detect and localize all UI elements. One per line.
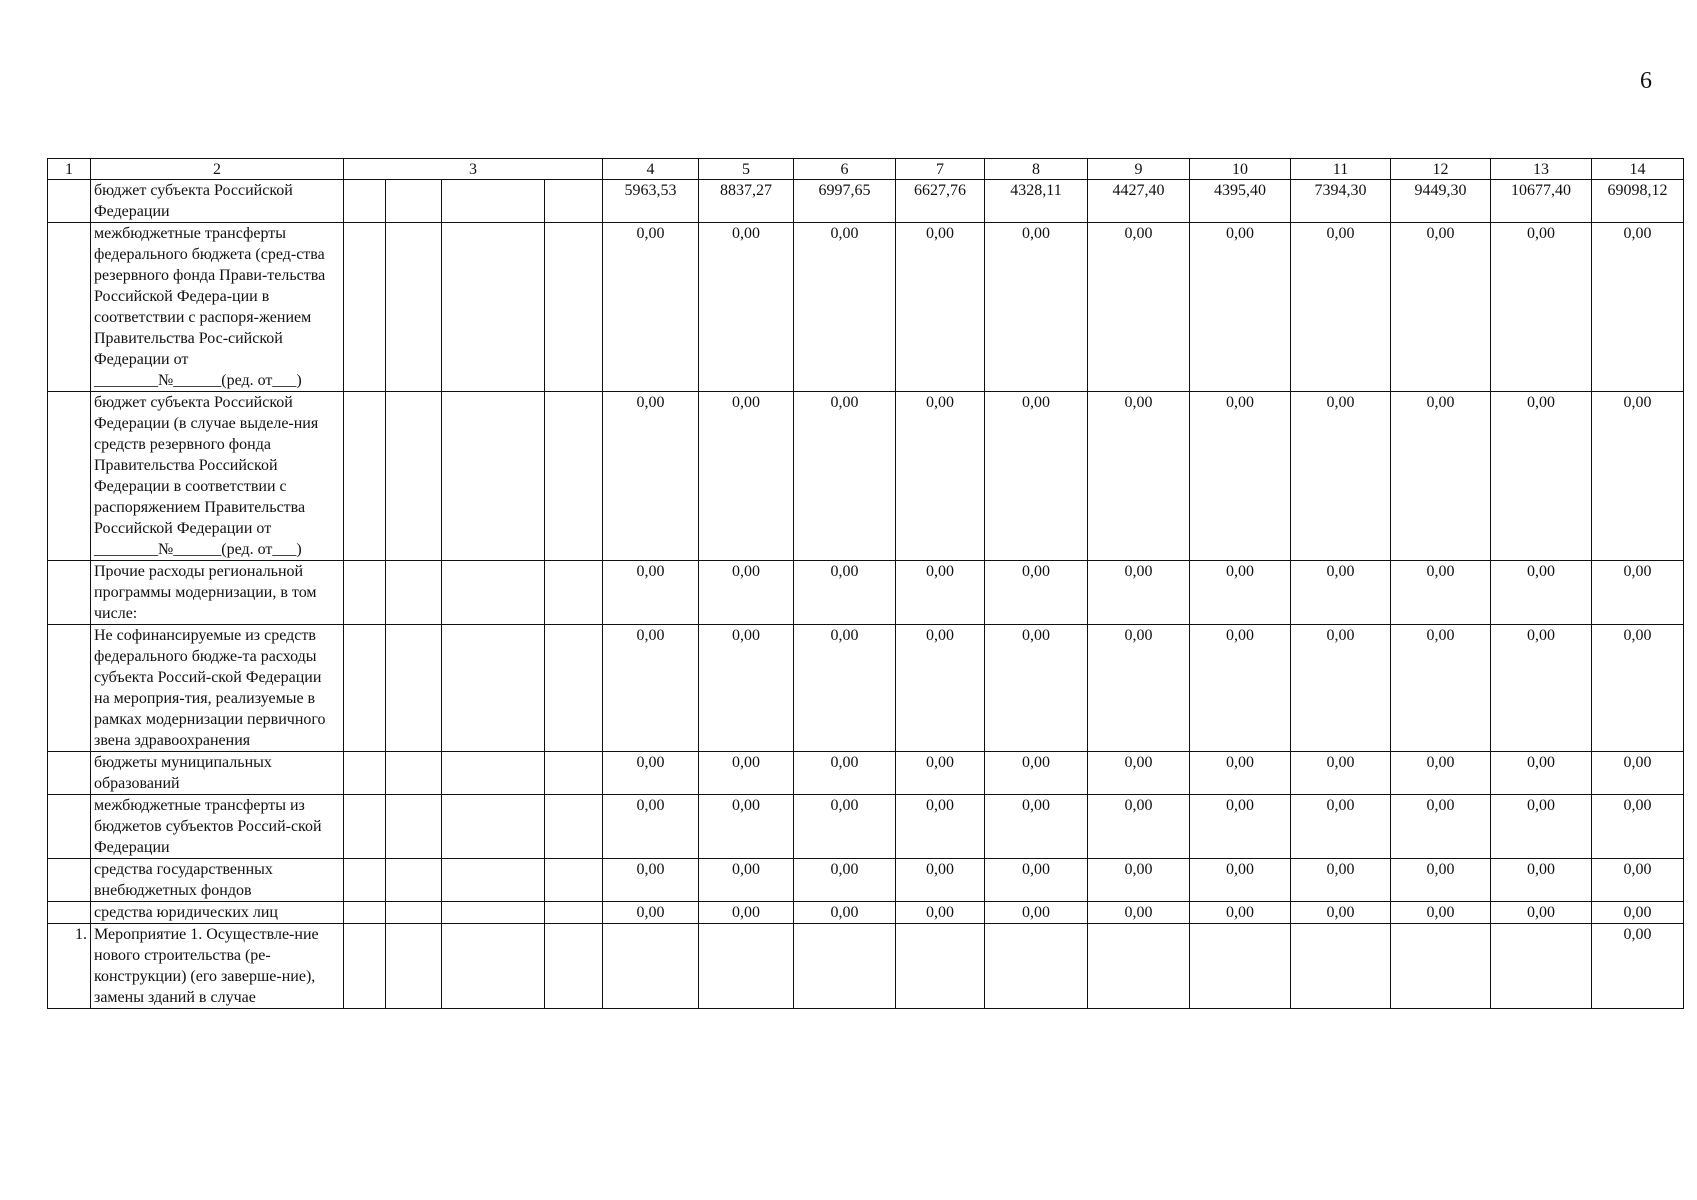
col3-subcell xyxy=(545,752,603,795)
row-index xyxy=(48,223,91,392)
col3-subcell xyxy=(344,180,386,223)
value-cell: 0,00 xyxy=(1291,902,1391,924)
row-index: 1. xyxy=(48,924,91,1009)
col3-subcell xyxy=(386,561,442,625)
value-cell: 5963,53 xyxy=(603,180,699,223)
table-row xyxy=(48,795,1684,859)
value-cell: 0,00 xyxy=(699,223,794,392)
col3-subcell xyxy=(344,392,386,561)
col3-subcell xyxy=(545,223,603,392)
col3-subcell xyxy=(545,625,603,752)
value-cell: 0,00 xyxy=(1391,795,1491,859)
value-cell: 0,00 xyxy=(1391,392,1491,561)
value-cell: 6627,76 xyxy=(896,180,985,223)
col3-subcell xyxy=(442,392,545,561)
value-cell: 0,00 xyxy=(1291,752,1391,795)
table-row xyxy=(48,392,1684,561)
col3-subcell xyxy=(545,561,603,625)
col3-subcell xyxy=(386,392,442,561)
col3-subcell xyxy=(344,561,386,625)
value-cell xyxy=(794,924,896,1009)
row-description: средства юридических лиц xyxy=(91,902,344,924)
row-description: бюджет субъекта Российской Федерации xyxy=(91,180,344,223)
value-cell: 0,00 xyxy=(985,795,1088,859)
value-cell: 9449,30 xyxy=(1391,180,1491,223)
value-cell: 0,00 xyxy=(1190,752,1291,795)
header-cell: 2 xyxy=(91,159,344,180)
value-cell: 0,00 xyxy=(985,625,1088,752)
value-cell: 0,00 xyxy=(699,795,794,859)
value-cell: 69098,12 xyxy=(1592,180,1684,223)
value-cell: 0,00 xyxy=(1491,392,1592,561)
value-cell: 0,00 xyxy=(1088,902,1190,924)
col3-subcell xyxy=(442,902,545,924)
value-cell: 0,00 xyxy=(985,223,1088,392)
row-description: межбюджетные трансферты из бюджетов субъектов Россий-ской Федерации xyxy=(91,795,344,859)
header-cell: 9 xyxy=(1088,159,1190,180)
value-cell: 0,00 xyxy=(896,392,985,561)
row-description: бюджеты муниципальных образований xyxy=(91,752,344,795)
value-cell: 0,00 xyxy=(603,392,699,561)
value-cell: 0,00 xyxy=(1190,561,1291,625)
col3-subcell xyxy=(545,392,603,561)
value-cell: 0,00 xyxy=(1391,625,1491,752)
row-index xyxy=(48,795,91,859)
value-cell: 0,00 xyxy=(1088,752,1190,795)
value-cell: 0,00 xyxy=(699,902,794,924)
value-cell: 0,00 xyxy=(794,902,896,924)
value-cell: 0,00 xyxy=(1592,902,1684,924)
value-cell: 0,00 xyxy=(985,752,1088,795)
header-cell: 3 xyxy=(344,159,603,180)
value-cell: 4395,40 xyxy=(1190,180,1291,223)
value-cell: 8837,27 xyxy=(699,180,794,223)
col3-subcell xyxy=(442,625,545,752)
table-row xyxy=(48,924,1684,1009)
value-cell: 0,00 xyxy=(1592,223,1684,392)
value-cell: 0,00 xyxy=(1592,392,1684,561)
value-cell: 4328,11 xyxy=(985,180,1088,223)
value-cell: 0,00 xyxy=(1491,625,1592,752)
col3-subcell xyxy=(386,795,442,859)
value-cell: 0,00 xyxy=(1491,902,1592,924)
value-cell: 0,00 xyxy=(1592,795,1684,859)
value-cell xyxy=(896,924,985,1009)
value-cell: 0,00 xyxy=(1391,902,1491,924)
value-cell: 0,00 xyxy=(1190,223,1291,392)
value-cell: 0,00 xyxy=(896,625,985,752)
header-cell: 7 xyxy=(896,159,985,180)
value-cell: 0,00 xyxy=(1291,795,1391,859)
header-cell: 6 xyxy=(794,159,896,180)
row-description: Не софинансируемые из средств федерального бюдже-та расходы субъекта Россий-ской Федерации на мероприя-тия, реализуемые в рамках модернизации первичного звена здравоохранения xyxy=(91,625,344,752)
value-cell: 4427,40 xyxy=(1088,180,1190,223)
row-description: Мероприятие 1. Осуществле-ние нового строительства (ре-конструкции) (его заверше-ние), замены зданий в случае xyxy=(91,924,344,1009)
col3-subcell xyxy=(442,180,545,223)
value-cell: 0,00 xyxy=(1088,392,1190,561)
value-cell: 0,00 xyxy=(1592,752,1684,795)
row-index xyxy=(48,561,91,625)
value-cell: 0,00 xyxy=(1088,561,1190,625)
col3-subcell xyxy=(545,180,603,223)
col3-subcell xyxy=(386,180,442,223)
value-cell xyxy=(1190,924,1291,1009)
row-index xyxy=(48,859,91,902)
value-cell xyxy=(699,924,794,1009)
col3-subcell xyxy=(344,795,386,859)
header-cell: 10 xyxy=(1190,159,1291,180)
value-cell: 0,00 xyxy=(985,902,1088,924)
table-row xyxy=(48,180,1684,223)
value-cell: 0,00 xyxy=(985,392,1088,561)
col3-subcell xyxy=(545,795,603,859)
value-cell: 0,00 xyxy=(794,625,896,752)
value-cell: 0,00 xyxy=(896,902,985,924)
col3-subcell xyxy=(344,902,386,924)
row-index xyxy=(48,180,91,223)
col3-subcell xyxy=(442,223,545,392)
value-cell: 0,00 xyxy=(1291,625,1391,752)
value-cell: 0,00 xyxy=(985,561,1088,625)
value-cell: 0,00 xyxy=(1088,223,1190,392)
header-cell: 13 xyxy=(1491,159,1592,180)
row-index xyxy=(48,625,91,752)
col3-subcell xyxy=(386,902,442,924)
col3-subcell xyxy=(344,859,386,902)
table-row xyxy=(48,859,1684,902)
header-cell: 1 xyxy=(48,159,91,180)
value-cell: 0,00 xyxy=(603,902,699,924)
value-cell: 0,00 xyxy=(794,795,896,859)
header-row xyxy=(48,159,1684,180)
value-cell: 10677,40 xyxy=(1491,180,1592,223)
value-cell: 0,00 xyxy=(603,752,699,795)
value-cell: 0,00 xyxy=(1391,561,1491,625)
value-cell xyxy=(985,924,1088,1009)
value-cell xyxy=(1391,924,1491,1009)
col3-subcell xyxy=(386,924,442,1009)
value-cell: 0,00 xyxy=(794,752,896,795)
row-description: бюджет субъекта Российской Федерации (в случае выделе-ния средств резервного фонда Правительства Российской Федерации в соответствии с распоряжением Правительства Российской Федерации от ________№______(ред. от___) xyxy=(91,392,344,561)
col3-subcell xyxy=(344,752,386,795)
row-description: межбюджетные трансферты федерального бюджета (сред-ства резервного фонда Прави-тельства Российской Федера-ции в соответствии с распоря-жением Правительства Рос-сийской Федерации от ________№______(ред. от___) xyxy=(91,223,344,392)
value-cell: 0,00 xyxy=(1491,561,1592,625)
value-cell xyxy=(1088,924,1190,1009)
col3-subcell xyxy=(386,752,442,795)
col3-subcell xyxy=(442,752,545,795)
col3-subcell xyxy=(344,924,386,1009)
value-cell: 0,00 xyxy=(699,561,794,625)
value-cell: 0,00 xyxy=(1391,223,1491,392)
row-index xyxy=(48,752,91,795)
row-index xyxy=(48,392,91,561)
col3-subcell xyxy=(386,625,442,752)
value-cell: 0,00 xyxy=(794,859,896,902)
value-cell: 0,00 xyxy=(699,625,794,752)
value-cell: 0,00 xyxy=(1592,625,1684,752)
table-row xyxy=(48,902,1684,924)
value-cell xyxy=(1491,924,1592,1009)
row-index xyxy=(48,902,91,924)
value-cell: 0,00 xyxy=(1592,924,1684,1009)
header-cell: 5 xyxy=(699,159,794,180)
value-cell: 0,00 xyxy=(1291,859,1391,902)
value-cell: 0,00 xyxy=(1088,625,1190,752)
col3-subcell xyxy=(386,223,442,392)
value-cell: 0,00 xyxy=(1491,795,1592,859)
value-cell: 0,00 xyxy=(985,859,1088,902)
col3-subcell xyxy=(442,795,545,859)
value-cell xyxy=(1291,924,1391,1009)
value-cell: 0,00 xyxy=(1491,859,1592,902)
header-cell: 14 xyxy=(1592,159,1684,180)
col3-subcell xyxy=(386,859,442,902)
col3-subcell xyxy=(442,924,545,1009)
value-cell: 0,00 xyxy=(1291,223,1391,392)
value-cell: 0,00 xyxy=(896,752,985,795)
value-cell: 0,00 xyxy=(603,795,699,859)
header-cell: 8 xyxy=(985,159,1088,180)
value-cell: 0,00 xyxy=(603,223,699,392)
table-row xyxy=(48,752,1684,795)
col3-subcell xyxy=(442,561,545,625)
value-cell: 0,00 xyxy=(603,859,699,902)
header-cell: 12 xyxy=(1391,159,1491,180)
value-cell: 0,00 xyxy=(699,859,794,902)
table-row xyxy=(48,625,1684,752)
value-cell: 0,00 xyxy=(1190,902,1291,924)
value-cell: 7394,30 xyxy=(1291,180,1391,223)
value-cell: 0,00 xyxy=(896,795,985,859)
col3-subcell xyxy=(344,223,386,392)
value-cell: 0,00 xyxy=(1088,795,1190,859)
value-cell: 0,00 xyxy=(1491,223,1592,392)
value-cell: 0,00 xyxy=(699,392,794,561)
value-cell: 0,00 xyxy=(699,752,794,795)
value-cell: 0,00 xyxy=(1592,859,1684,902)
value-cell: 0,00 xyxy=(896,223,985,392)
value-cell: 0,00 xyxy=(1592,561,1684,625)
value-cell: 0,00 xyxy=(1291,561,1391,625)
page-number: 6 xyxy=(1640,68,1652,94)
value-cell: 0,00 xyxy=(1391,752,1491,795)
value-cell: 0,00 xyxy=(1391,859,1491,902)
col3-subcell xyxy=(545,902,603,924)
value-cell: 0,00 xyxy=(794,392,896,561)
budget-table xyxy=(47,158,1684,1009)
value-cell: 0,00 xyxy=(1190,859,1291,902)
value-cell xyxy=(603,924,699,1009)
header-cell: 4 xyxy=(603,159,699,180)
value-cell: 0,00 xyxy=(603,561,699,625)
value-cell: 0,00 xyxy=(794,223,896,392)
value-cell: 0,00 xyxy=(794,561,896,625)
col3-subcell xyxy=(545,924,603,1009)
value-cell: 0,00 xyxy=(1291,392,1391,561)
value-cell: 0,00 xyxy=(1088,859,1190,902)
table-row xyxy=(48,223,1684,392)
col3-subcell xyxy=(442,859,545,902)
value-cell: 6997,65 xyxy=(794,180,896,223)
col3-subcell xyxy=(344,625,386,752)
col3-subcell xyxy=(545,859,603,902)
row-description: Прочие расходы региональной программы модернизации, в том числе: xyxy=(91,561,344,625)
header-cell: 11 xyxy=(1291,159,1391,180)
value-cell: 0,00 xyxy=(1190,795,1291,859)
value-cell: 0,00 xyxy=(603,625,699,752)
value-cell: 0,00 xyxy=(896,561,985,625)
row-description: средства государственных внебюджетных фондов xyxy=(91,859,344,902)
value-cell: 0,00 xyxy=(1190,625,1291,752)
value-cell: 0,00 xyxy=(896,859,985,902)
value-cell: 0,00 xyxy=(1491,752,1592,795)
value-cell: 0,00 xyxy=(1190,392,1291,561)
table-row xyxy=(48,561,1684,625)
